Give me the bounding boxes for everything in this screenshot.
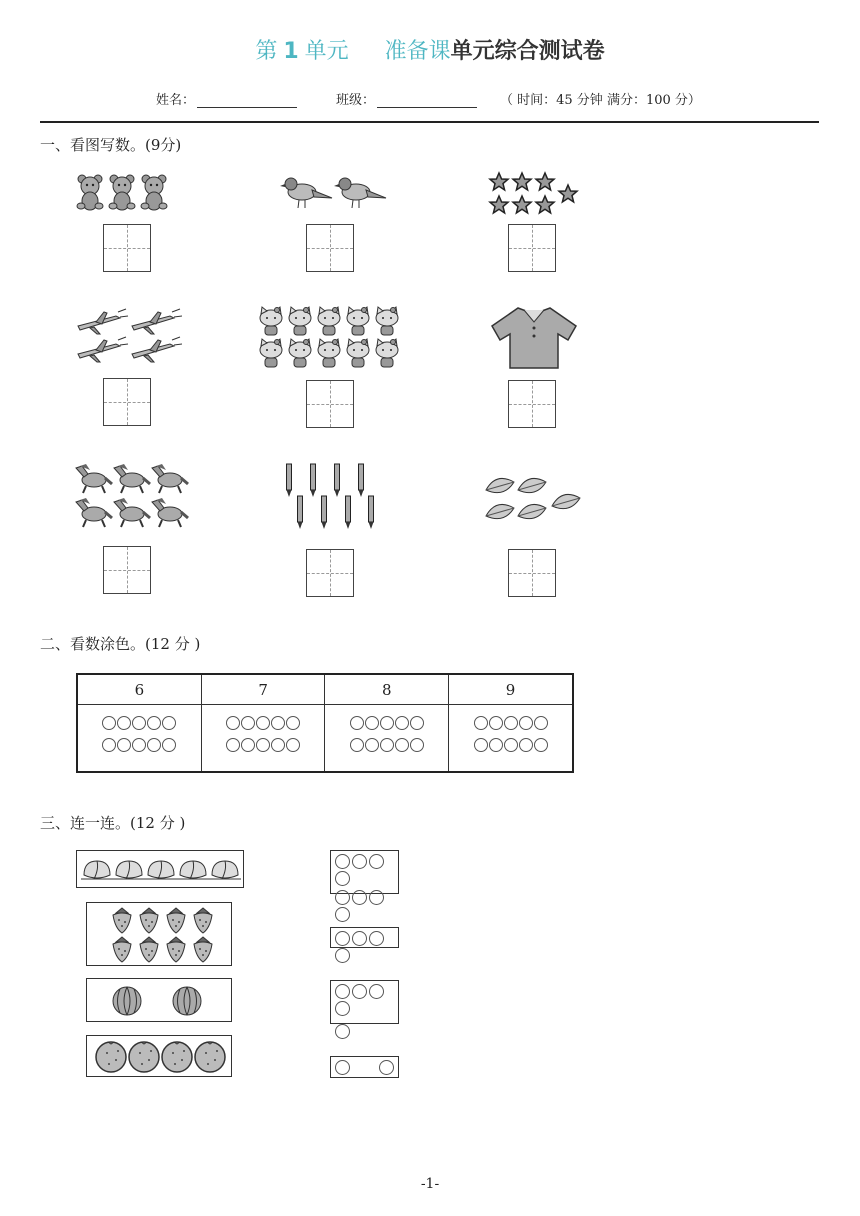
dot — [335, 890, 350, 905]
section1-points: (9分) — [145, 136, 182, 154]
page-title — [0, 34, 860, 65]
answer-box-4[interactable] — [103, 378, 151, 426]
dot-group-4[interactable] — [330, 927, 399, 948]
circle[interactable] — [241, 716, 255, 730]
circle[interactable] — [256, 738, 270, 752]
circle[interactable] — [241, 738, 255, 752]
circle[interactable] — [504, 716, 518, 730]
lesson-name: 准备课 — [384, 39, 451, 64]
answer-box-5[interactable] — [306, 380, 354, 428]
color-number: 8 — [325, 674, 449, 705]
section2-title: 二、看数涂色。 — [40, 635, 146, 653]
leaf-icon — [482, 470, 584, 526]
section1-heading — [40, 134, 181, 155]
dot — [335, 931, 350, 946]
circle[interactable] — [365, 716, 379, 730]
dot — [352, 984, 367, 999]
unit-prefix: 第 — [255, 39, 278, 64]
circle-group[interactable] — [201, 705, 325, 773]
circle[interactable] — [519, 738, 533, 752]
answer-box-2[interactable] — [306, 224, 354, 272]
color-table — [76, 673, 574, 773]
circle[interactable] — [286, 716, 300, 730]
dot — [335, 907, 350, 922]
circle[interactable] — [271, 716, 285, 730]
circle[interactable] — [410, 738, 424, 752]
circle[interactable] — [489, 738, 503, 752]
teddy-bear-icon — [72, 170, 184, 216]
circle[interactable] — [380, 716, 394, 730]
circle[interactable] — [147, 738, 161, 752]
circle[interactable] — [350, 716, 364, 730]
class-label: 班级： — [336, 93, 376, 108]
circle[interactable] — [226, 716, 240, 730]
name-label: 姓名： — [156, 93, 196, 108]
answer-box-8[interactable] — [306, 549, 354, 597]
dot — [335, 948, 350, 963]
circle[interactable] — [365, 738, 379, 752]
dot — [369, 890, 384, 905]
star-icon — [486, 170, 582, 216]
dot — [379, 1060, 394, 1075]
pencil-icon — [280, 460, 378, 536]
circle[interactable] — [102, 716, 116, 730]
circle[interactable] — [395, 738, 409, 752]
circle[interactable] — [286, 738, 300, 752]
peach-icon[interactable] — [76, 850, 244, 888]
color-number: 6 — [77, 674, 201, 705]
circle[interactable] — [132, 738, 146, 752]
header-divider — [40, 121, 819, 123]
dot — [369, 854, 384, 869]
color-number: 7 — [201, 674, 325, 705]
dot — [352, 854, 367, 869]
section3-points: (12 分 ) — [130, 814, 186, 832]
name-field[interactable] — [156, 89, 297, 108]
class-field[interactable] — [336, 89, 477, 108]
circle[interactable] — [132, 716, 146, 730]
answer-box-3[interactable] — [508, 224, 556, 272]
airplane-icon — [72, 300, 182, 368]
horse-icon — [72, 460, 190, 534]
circle[interactable] — [226, 738, 240, 752]
color-number: 9 — [449, 674, 573, 705]
page-number: -1- — [420, 1176, 440, 1192]
circle[interactable] — [474, 738, 488, 752]
dot-group-5[interactable] — [330, 980, 399, 1024]
circle[interactable] — [534, 738, 548, 752]
dot — [335, 871, 350, 886]
circle[interactable] — [162, 716, 176, 730]
dot-group-2[interactable] — [330, 1056, 399, 1078]
answer-box-9[interactable] — [508, 549, 556, 597]
circle[interactable] — [147, 716, 161, 730]
strawberry-icon[interactable] — [86, 902, 232, 966]
dot — [369, 931, 384, 946]
dot — [335, 1060, 350, 1075]
dot — [352, 931, 367, 946]
watermelon-icon[interactable] — [86, 978, 232, 1022]
circle-group[interactable] — [449, 705, 573, 773]
circle[interactable] — [489, 716, 503, 730]
circle[interactable] — [534, 716, 548, 730]
answer-box-7[interactable] — [103, 546, 151, 594]
circle[interactable] — [117, 738, 131, 752]
dot — [335, 854, 350, 869]
circle[interactable] — [395, 716, 409, 730]
dot — [335, 1024, 350, 1039]
dot — [352, 890, 367, 905]
name-blank[interactable] — [197, 95, 297, 108]
unit-suffix: 单元 — [304, 39, 349, 64]
circle[interactable] — [519, 716, 533, 730]
circle-group[interactable] — [77, 705, 201, 773]
dot — [335, 1001, 350, 1016]
exam-meta: （ 时间：45 分钟 满分：100 分） — [500, 93, 701, 108]
answer-box-1[interactable] — [103, 224, 151, 272]
shirt-icon — [488, 304, 580, 372]
orange-icon[interactable] — [86, 1035, 232, 1077]
section3-heading — [40, 812, 185, 833]
circle[interactable] — [474, 716, 488, 730]
circle[interactable] — [271, 738, 285, 752]
circle[interactable] — [256, 716, 270, 730]
circle[interactable] — [504, 738, 518, 752]
circle[interactable] — [410, 716, 424, 730]
section3-title: 三、连一连。 — [40, 814, 131, 832]
dot-group-8[interactable] — [330, 850, 399, 894]
unit-number: 1 — [283, 39, 299, 64]
section2-heading — [40, 633, 200, 654]
circle[interactable] — [162, 738, 176, 752]
circle[interactable] — [102, 738, 116, 752]
circle[interactable] — [350, 738, 364, 752]
section2-points: (12 分 ) — [145, 635, 201, 653]
circle[interactable] — [117, 716, 131, 730]
bird-icon — [272, 170, 390, 216]
answer-box-6[interactable] — [508, 380, 556, 428]
circle[interactable] — [380, 738, 394, 752]
kitty-icon — [256, 302, 406, 374]
section1-title: 一、看图写数。 — [40, 136, 146, 154]
exam-title: 单元综合测试卷 — [450, 39, 605, 64]
dot — [335, 984, 350, 999]
circle-group[interactable] — [325, 705, 449, 773]
dot — [369, 984, 384, 999]
class-blank[interactable] — [377, 95, 477, 108]
